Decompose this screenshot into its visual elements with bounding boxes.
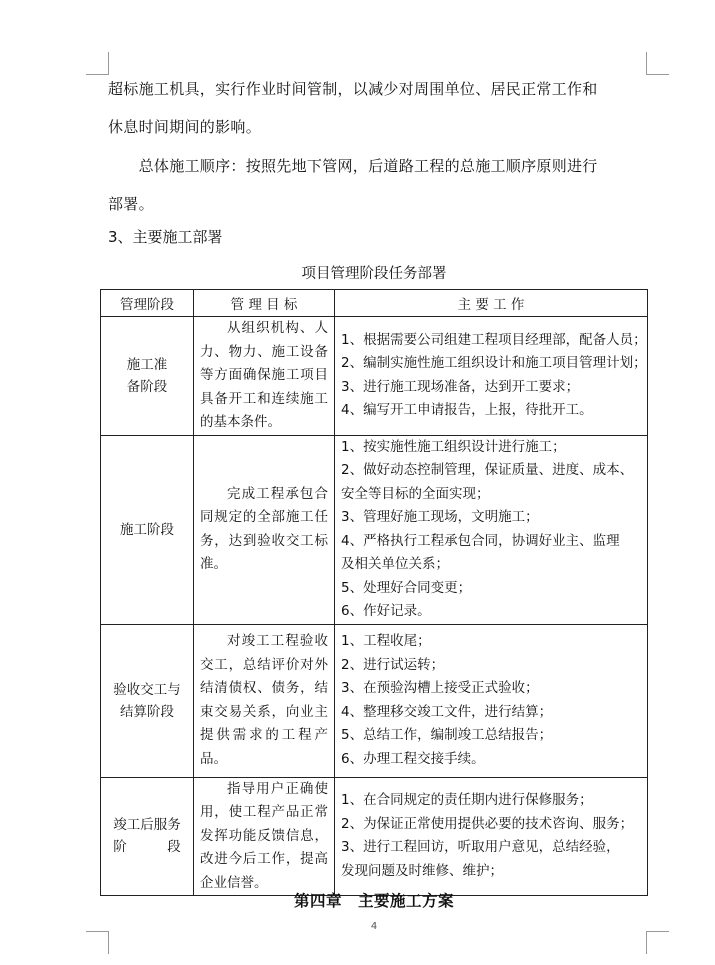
- stage-cell: [101, 317, 194, 436]
- goal-cell: 完成工程承包合同规定的全部施工任务，达到验收交工标准。: [194, 435, 335, 624]
- paragraph-1-line-2: 休息时间期间的影响。: [108, 118, 262, 136]
- work-item: 3、进行工程回访，听取用户意见，总结经验，: [341, 839, 620, 856]
- stage-line: 验收交工与: [113, 681, 181, 698]
- paragraph-2-line-2: 部署。: [108, 195, 154, 213]
- header-goal: 管 理 目 标: [194, 290, 335, 317]
- work-item: 2、做好动态控制管理，保证质量、进度、成本、: [341, 462, 634, 478]
- work-item: 安全等目标的全面实现；: [341, 485, 490, 502]
- crop-mark-top-left: [86, 52, 109, 75]
- work-item: 及相关单位关系；: [341, 556, 449, 572]
- paragraph-1-line-1: 超标施工机具，实行作业时间管制，以减少对周围单位、居民正常工作和: [108, 80, 598, 98]
- goal-cell: 指导用户正确使用，使工程产品正常发挥功能反馈信息，改进今后工作，提高企业信誉。: [194, 777, 335, 896]
- header-stage: 管理阶段: [101, 290, 194, 317]
- work-item: 1、工程收尾；: [341, 633, 431, 649]
- paragraph-1: [108, 70, 653, 146]
- stage-line: 施工阶段: [120, 521, 174, 538]
- work-item: 2、进行试运转；: [341, 656, 445, 673]
- work-item: 4、严格执行工程承包合同，协调好业主、监理: [341, 532, 620, 549]
- table-header-row: [101, 290, 648, 317]
- work-item: 3、进行施工现场准备，达到开工要求；: [341, 378, 580, 395]
- goal-cell: 对竣工工程验收交工，总结评价对外结清债权、债务，结束交易关系，向业主提供需求的工程产品。: [194, 624, 335, 777]
- work-item: 6、办理工程交接手续。: [341, 750, 485, 767]
- work-cell: [335, 777, 648, 896]
- work-item: 4、编写开工申请报告，上报，待批开工。: [341, 402, 593, 419]
- paragraph-2-line-1: 总体施工顺序：按照先地下管网，后道路工程的总施工顺序原则进行: [108, 157, 598, 175]
- goal-cell: 从组织机构、人力、物力、施工设备等方面确保施工项目具备开工和连续施工的基本条件。: [194, 317, 335, 436]
- section-heading: 3、主要施工部署: [108, 228, 223, 246]
- work-item: 5、总结工作，编制竣工总结报告；: [341, 727, 553, 743]
- crop-mark-bottom-left: [86, 931, 109, 954]
- stage-line: 阶 段: [113, 839, 181, 856]
- paragraph-2: [108, 147, 653, 223]
- page-number: 4: [370, 921, 378, 932]
- table-row: [101, 777, 648, 896]
- work-cell: [335, 624, 648, 777]
- work-item: 3、管理好施工现场，文明施工；: [341, 509, 539, 525]
- table-row: [101, 624, 648, 777]
- work-item: 5、处理好合同变更；: [341, 579, 472, 596]
- work-item: 2、为保证正常使用提供必要的技术咨询、服务；: [341, 815, 634, 832]
- work-item: 2、编制实施性施工组织设计和施工项目管理计划；: [341, 355, 647, 372]
- stage-line: 施工准: [126, 356, 168, 373]
- table-row: [101, 317, 648, 436]
- work-item: 3、在预验沟槽上接受正式验收；: [341, 680, 539, 696]
- stage-line: 竣工后服务: [113, 817, 181, 834]
- chapter-title: 第四章 主要施工方案: [293, 891, 454, 910]
- table-row: [101, 435, 648, 624]
- work-item: 1、根据需要公司组建工程项目经理部，配备人员；: [341, 331, 647, 348]
- table-caption: 项目管理阶段任务部署: [301, 266, 447, 282]
- stage-cell: [101, 435, 194, 624]
- stage-line: 备阶段: [126, 378, 168, 395]
- work-item: 4、整理移交竣工文件，进行结算；: [341, 703, 553, 720]
- task-table: [100, 289, 648, 896]
- header-work: 主 要 工 作: [335, 290, 648, 317]
- work-cell: [335, 435, 648, 624]
- stage-cell: [101, 624, 194, 777]
- crop-mark-bottom-right: [646, 931, 669, 954]
- stage-line: 结算阶段: [120, 703, 174, 720]
- work-item: 6、作好记录。: [341, 603, 431, 619]
- work-item: 1、在合同规定的责任期内进行保修服务；: [341, 792, 593, 809]
- work-item: 1、按实施性施工组织设计进行施工；: [341, 438, 566, 455]
- work-item: 发现问题及时维修、维护；: [341, 862, 503, 879]
- stage-cell: [101, 777, 194, 896]
- work-cell: [335, 317, 648, 436]
